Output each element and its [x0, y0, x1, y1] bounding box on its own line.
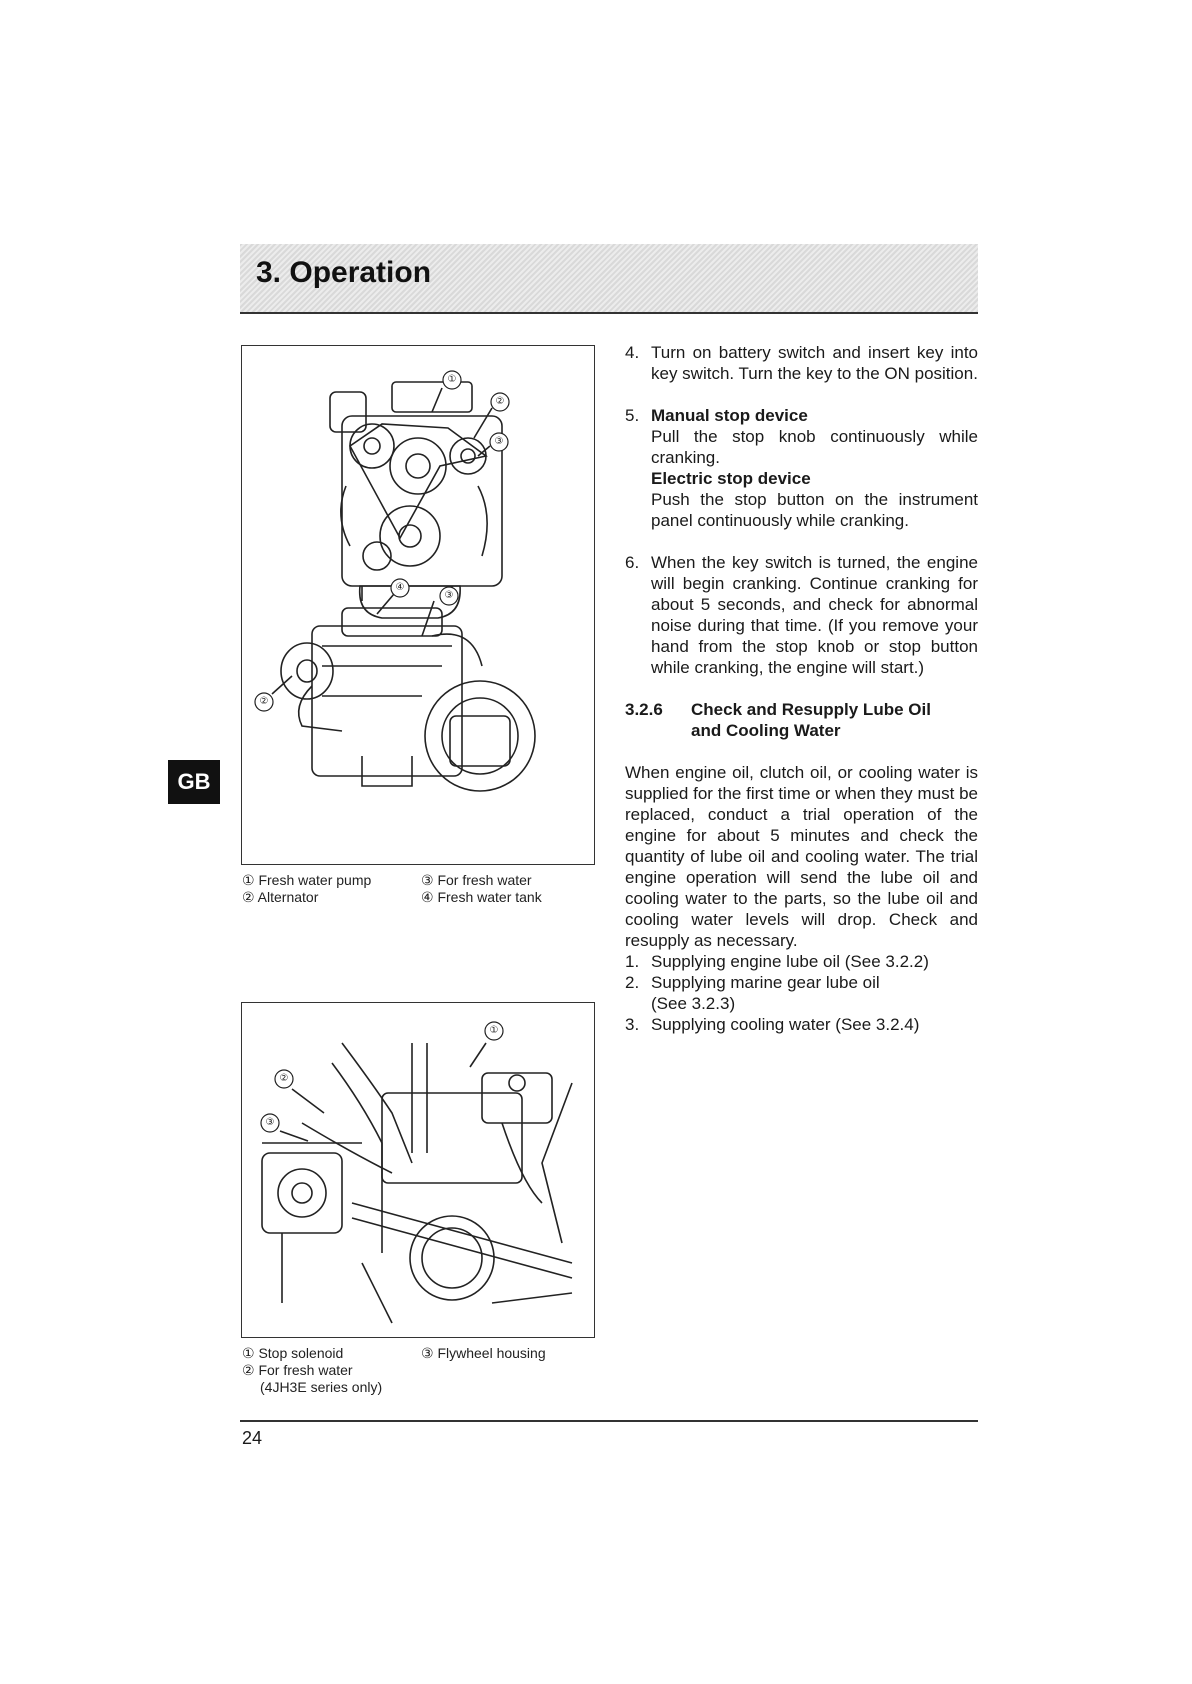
callout-stop-solenoid: ① [489, 1025, 499, 1036]
manual-stop-text: Pull the stop knob continuously while cranking. [651, 427, 978, 467]
valve-cover [392, 382, 472, 412]
callout-fresh-water: ② [279, 1073, 289, 1084]
section-body: When engine oil, clutch oil, or cooling water is supplied for the first time or when they must be replaced, conduct a trial operation of the engine for about 5 minutes and check the quantity of lube oil and cooling water. The trial engine operation will send the lube oil and cooling water to the parts, so the lube oil and cooling water levels will drop. Check and resupply as necessary. [625, 763, 978, 950]
fig1-caption-1: ① Fresh water pump [242, 872, 372, 888]
engine-block-side [312, 626, 462, 776]
language-tab: GB [168, 760, 220, 804]
footer-rule [240, 1420, 978, 1422]
section-heading [625, 699, 978, 741]
instructions-column [625, 342, 978, 1035]
electric-stop-text: Push the stop button on the instrument panel continuously while cranking. [651, 490, 978, 530]
block-detail [382, 1093, 522, 1183]
engine-figure-2 [241, 1002, 595, 1338]
section-number: 3.2.6 [625, 700, 663, 719]
fig1-caption-2: ② Alternator [242, 889, 319, 905]
fig2-caption-1: ① Stop solenoid [242, 1345, 344, 1361]
starter-body [262, 1153, 342, 1233]
step-4: 4. Turn on battery switch and insert key into key switch. Turn the key to the ON position. [625, 343, 978, 383]
crank-pulley-top [390, 438, 446, 494]
lower-pulley [380, 506, 440, 566]
fig2-caption-3: ③ Flywheel housing [421, 1345, 546, 1361]
engine-figure-1 [241, 345, 595, 865]
filter-top [330, 392, 366, 432]
stop-solenoid [482, 1073, 552, 1123]
fig1-caption-3: ③ For fresh water [421, 872, 532, 888]
callout-3: ③ [494, 436, 504, 447]
page-title: 3. Operation [256, 256, 432, 289]
list-item: 1. Supplying engine lube oil (See 3.2.2) [625, 952, 929, 971]
step-4-text: Turn on battery switch and insert key into key switch. Turn the key to the ON position. [651, 343, 978, 383]
engine-drawing-2 [242, 1003, 596, 1339]
step-6-text: When the key switch is turned, the engine will begin cranking. Continue cranking for about 5 seconds, and check for abnormal noise during that time. (If you remove your hand from the stop knob or stop button while cranking, the engine will start.) [651, 553, 978, 677]
electric-stop-title: Electric stop device [651, 469, 811, 488]
fig2-caption-2: ② For fresh water [242, 1362, 353, 1378]
callout-flywheel: ③ [265, 1117, 275, 1128]
page-number: 24 [242, 1428, 263, 1448]
callout-4: ④ [395, 582, 405, 593]
manual-stop-title: Manual stop device [651, 406, 808, 425]
header-rule [240, 312, 978, 314]
callout-3b: ③ [444, 590, 454, 601]
callout-2b: ② [259, 696, 269, 707]
step-6: 6. When the key switch is turned, the engine will begin cranking. Continue cranking for about 5 seconds, and check for abnormal noise during that time. (If you remove your hand from the stop knob or stop button while cranking, the engine will start.) [625, 553, 978, 677]
list-item: 2. Supplying marine gear lube oil (See 3.2.3) [625, 973, 880, 1013]
engine-drawing-1 [242, 346, 596, 866]
callout-2: ② [495, 396, 505, 407]
list-item: 3. Supplying cooling water (See 3.2.4) [625, 1015, 920, 1034]
section-title-line2: and Cooling Water [691, 721, 841, 740]
callout-1: ① [447, 374, 457, 385]
fig1-caption-4: ④ Fresh water tank [421, 889, 542, 905]
fig2-caption-2b: (4JH3E series only) [260, 1379, 383, 1395]
step-5: 5. Manual stop device Pull the stop knob continuously while cranking. Electric stop device Push the stop button on the instrument panel continuously while cranking. [625, 406, 978, 530]
section-title-line1: Check and Resupply Lube Oil [691, 700, 931, 719]
